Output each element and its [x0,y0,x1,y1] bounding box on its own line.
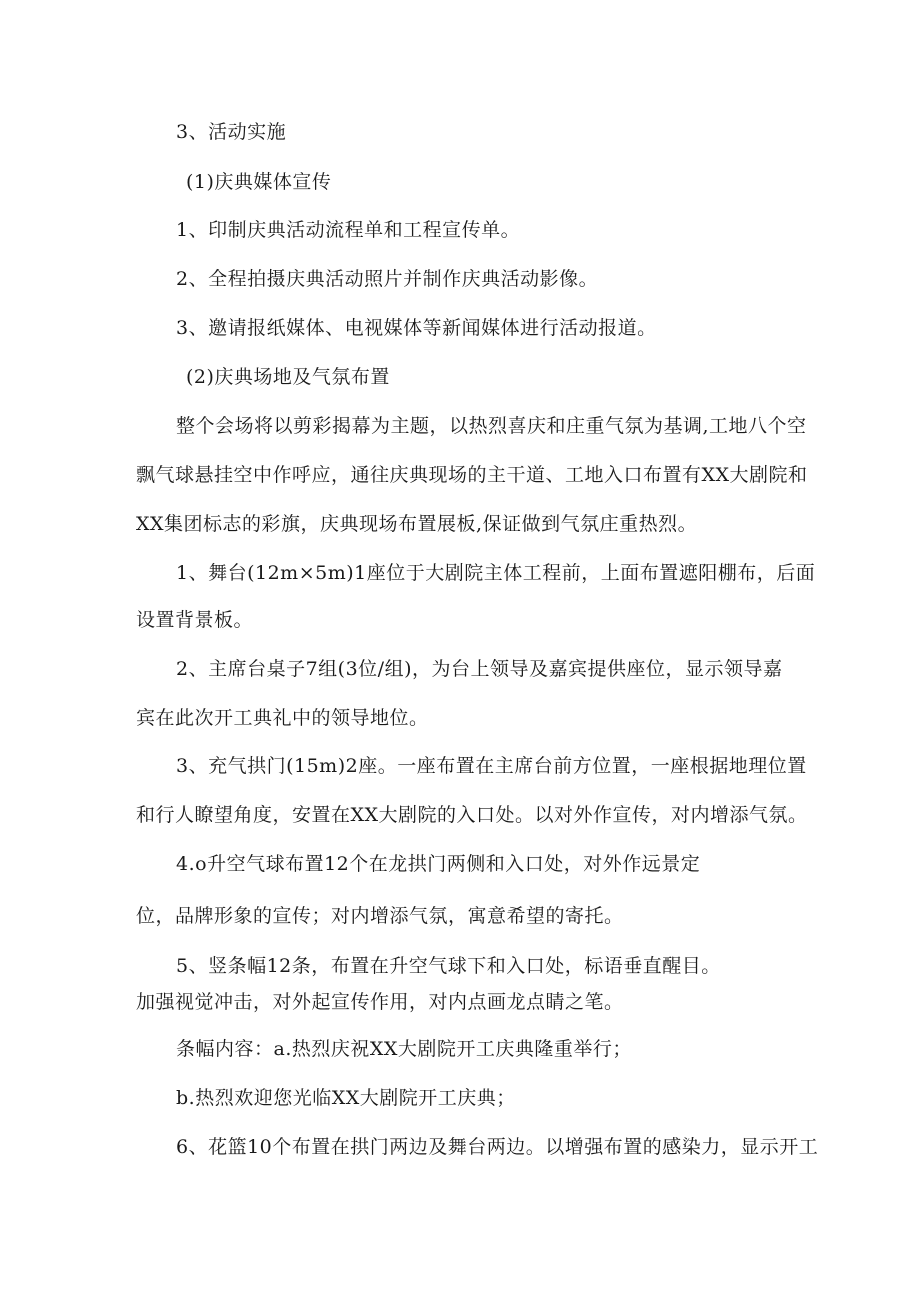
subsection-heading: (2)庆典场地及气氛布置 [186,366,390,388]
paragraph-line: 设置背景板。 [136,609,254,631]
section-heading: 3、活动实施 [176,121,287,143]
paragraph-line: b.热烈欢迎您光临XX大剧院开工庆典； [176,1087,516,1109]
paragraph-line: 飘气球悬挂空中作呼应，通往庆典现场的主干道、工地入口布置有XX大剧院和 [136,464,808,486]
paragraph-line: 2、主席台桌子7组(3位/组)，为台上领导及嘉宾提供座位，显示领导嘉 [176,658,783,680]
paragraph-line: 5、竖条幅12条，布置在升空气球下和入口处，标语垂直醒目。 [176,955,721,977]
subsection-heading: (1)庆典媒体宣传 [186,171,332,193]
paragraph-line: 1、印制庆典活动流程单和工程宣传单。 [176,219,521,241]
paragraph-line: 位，品牌形象的宣传；对内增添气氛，寓意希望的寄托。 [136,905,624,927]
paragraph-line: XX集团标志的彩旗，庆典现场布置展板,保证做到气氛庄重热烈。 [136,513,698,535]
paragraph-line: 宾在此次开工典礼中的领导地位。 [136,707,429,729]
paragraph-line: 整个会场将以剪彩揭幕为主题，以热烈喜庆和庄重气氛为基调,工地八个空 [176,415,807,437]
paragraph-line: 1、舞台(12m×5m)1座位于大剧院主体工程前，上面布置遮阳棚布，后面 [176,562,816,584]
paragraph-line: 4.o升空气球布置12个在龙拱门两侧和入口处，对外作远景定 [176,853,701,875]
paragraph-line: 3、充气拱门(15m)2座。一座布置在主席台前方位置，一座根据地理位置 [176,755,807,777]
paragraph-line: 6、花篮10个布置在拱门两边及舞台两边。以增强布置的感染力，显示开工 [176,1136,819,1158]
paragraph-line: 条幅内容：a.热烈庆祝XX大剧院开工庆典隆重举行； [176,1038,632,1060]
paragraph-line: 加强视觉冲击，对外起宣传作用，对内点画龙点睛之笔。 [136,991,624,1013]
paragraph-line: 和行人瞭望角度，安置在XX大剧院的入口处。以对外作宣传，对内增添气氛。 [136,804,808,826]
paragraph-line: 2、全程拍摄庆典活动照片并制作庆典活动影像。 [176,268,599,290]
paragraph-line: 3、邀请报纸媒体、电视媒体等新闻媒体进行活动报道。 [176,317,657,339]
